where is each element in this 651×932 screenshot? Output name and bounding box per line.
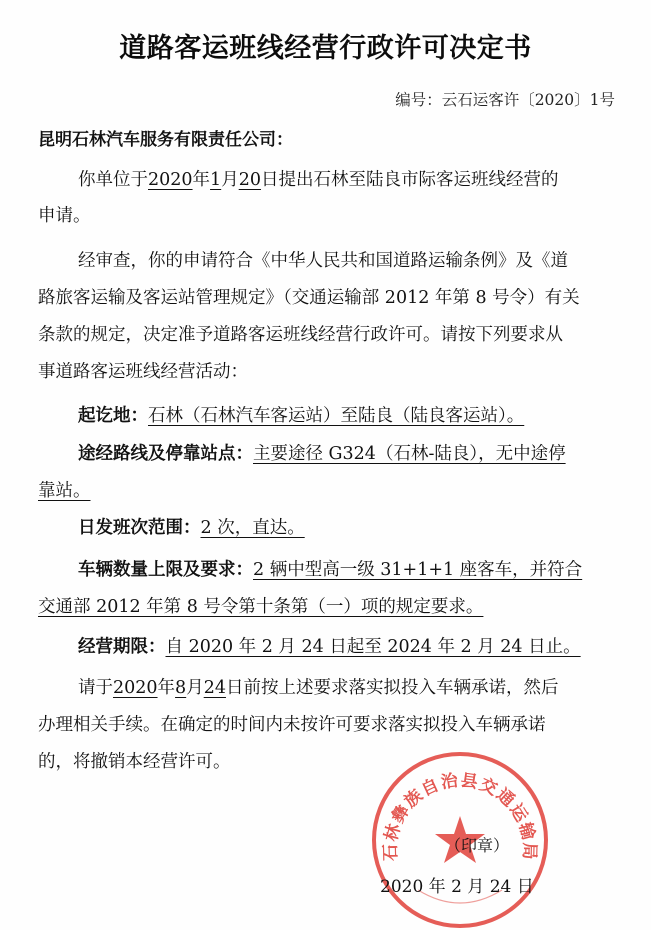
seal-text-path: 石林彝族自治县交通运输局 (380, 770, 540, 862)
text: 月 (221, 170, 239, 190)
application-year: 2020 (148, 170, 193, 190)
daily-runs-label: 日发班次范围： (78, 518, 201, 538)
route-label: 途经路线及停靠站点： (78, 444, 253, 464)
application-month: 1 (210, 170, 222, 190)
origin-value: 石林（石林汽车客运站）至陆良（陆良客运站）。 (148, 406, 525, 426)
application-day: 20 (238, 170, 261, 190)
deadline-month: 8 (175, 678, 187, 698)
paragraph-application (78, 172, 558, 190)
deadline-year: 2020 (113, 678, 158, 698)
route-row (78, 446, 566, 464)
paragraph-deadline-line2: 办理相关手续。在确定的时间内未按许可要求落实拟投入车辆承诺 (38, 715, 546, 735)
origin-row (78, 408, 524, 426)
vehicles-value-cont: 交通部 2012 年第 8 号令第十条第（一）项的规定要求。 (38, 597, 484, 617)
paragraph-deadline-line3: 的，将撤销本经营许可。 (38, 752, 231, 772)
vehicles-row (78, 562, 582, 580)
paragraph-review-line1: 经审查，你的申请符合《中华人民共和国道路运输条例》及《道 (78, 251, 568, 271)
addressee: 昆明石林汽车服务有限责任公司： (38, 130, 293, 150)
text: 你单位于 (78, 170, 148, 190)
document-title: 道路客运班线经营行政许可决定书 (119, 33, 532, 64)
paragraph-application-cont: 申请。 (38, 206, 91, 226)
text: 年 (192, 170, 211, 190)
text: 日前按上述要求落实拟投入车辆承诺，然后 (225, 678, 559, 698)
document-number: 编号：云石运客许〔2020〕1号 (395, 91, 615, 109)
paragraph-review-line4: 事道路客运班线经营活动： (38, 362, 248, 382)
paragraph-review-line2: 路旅客运输及客运站管理规定》（交通运输部 2012 年第 8 号令）有关 (38, 288, 580, 308)
text: 日提出石林至陆良市际客运班线经营的 (260, 170, 559, 190)
text: 月 (186, 678, 204, 698)
period-row (78, 639, 581, 657)
origin-label: 起讫地： (78, 406, 148, 426)
route-value: 主要途径 G324（石林-陆良），无中途停 (253, 444, 566, 464)
deadline-day: 24 (203, 678, 226, 698)
paragraph-review-line3: 条款的规定，决定准予道路客运班线经营行政许可。请按下列要求从 (38, 325, 563, 345)
seal-label: （印章） (445, 836, 510, 855)
paragraph-deadline (78, 680, 558, 698)
period-label: 经营期限： (78, 637, 166, 657)
daily-runs-value: 2 次，直达。 (200, 518, 305, 538)
route-value-cont: 靠站。 (38, 481, 91, 501)
period-value: 自 2020 年 2 月 24 日起至 2024 年 2 月 24 日止。 (165, 637, 581, 657)
text: 年 (157, 678, 176, 698)
vehicles-value: 2 辆中型高一级 31+1+1 座客车，并符合 (253, 560, 583, 580)
text: 请于 (78, 678, 113, 698)
issue-date: 2020 年 2 月 24 日 (380, 877, 534, 897)
vehicles-label: 车辆数量上限及要求： (78, 560, 253, 580)
daily-runs-row (78, 520, 305, 538)
